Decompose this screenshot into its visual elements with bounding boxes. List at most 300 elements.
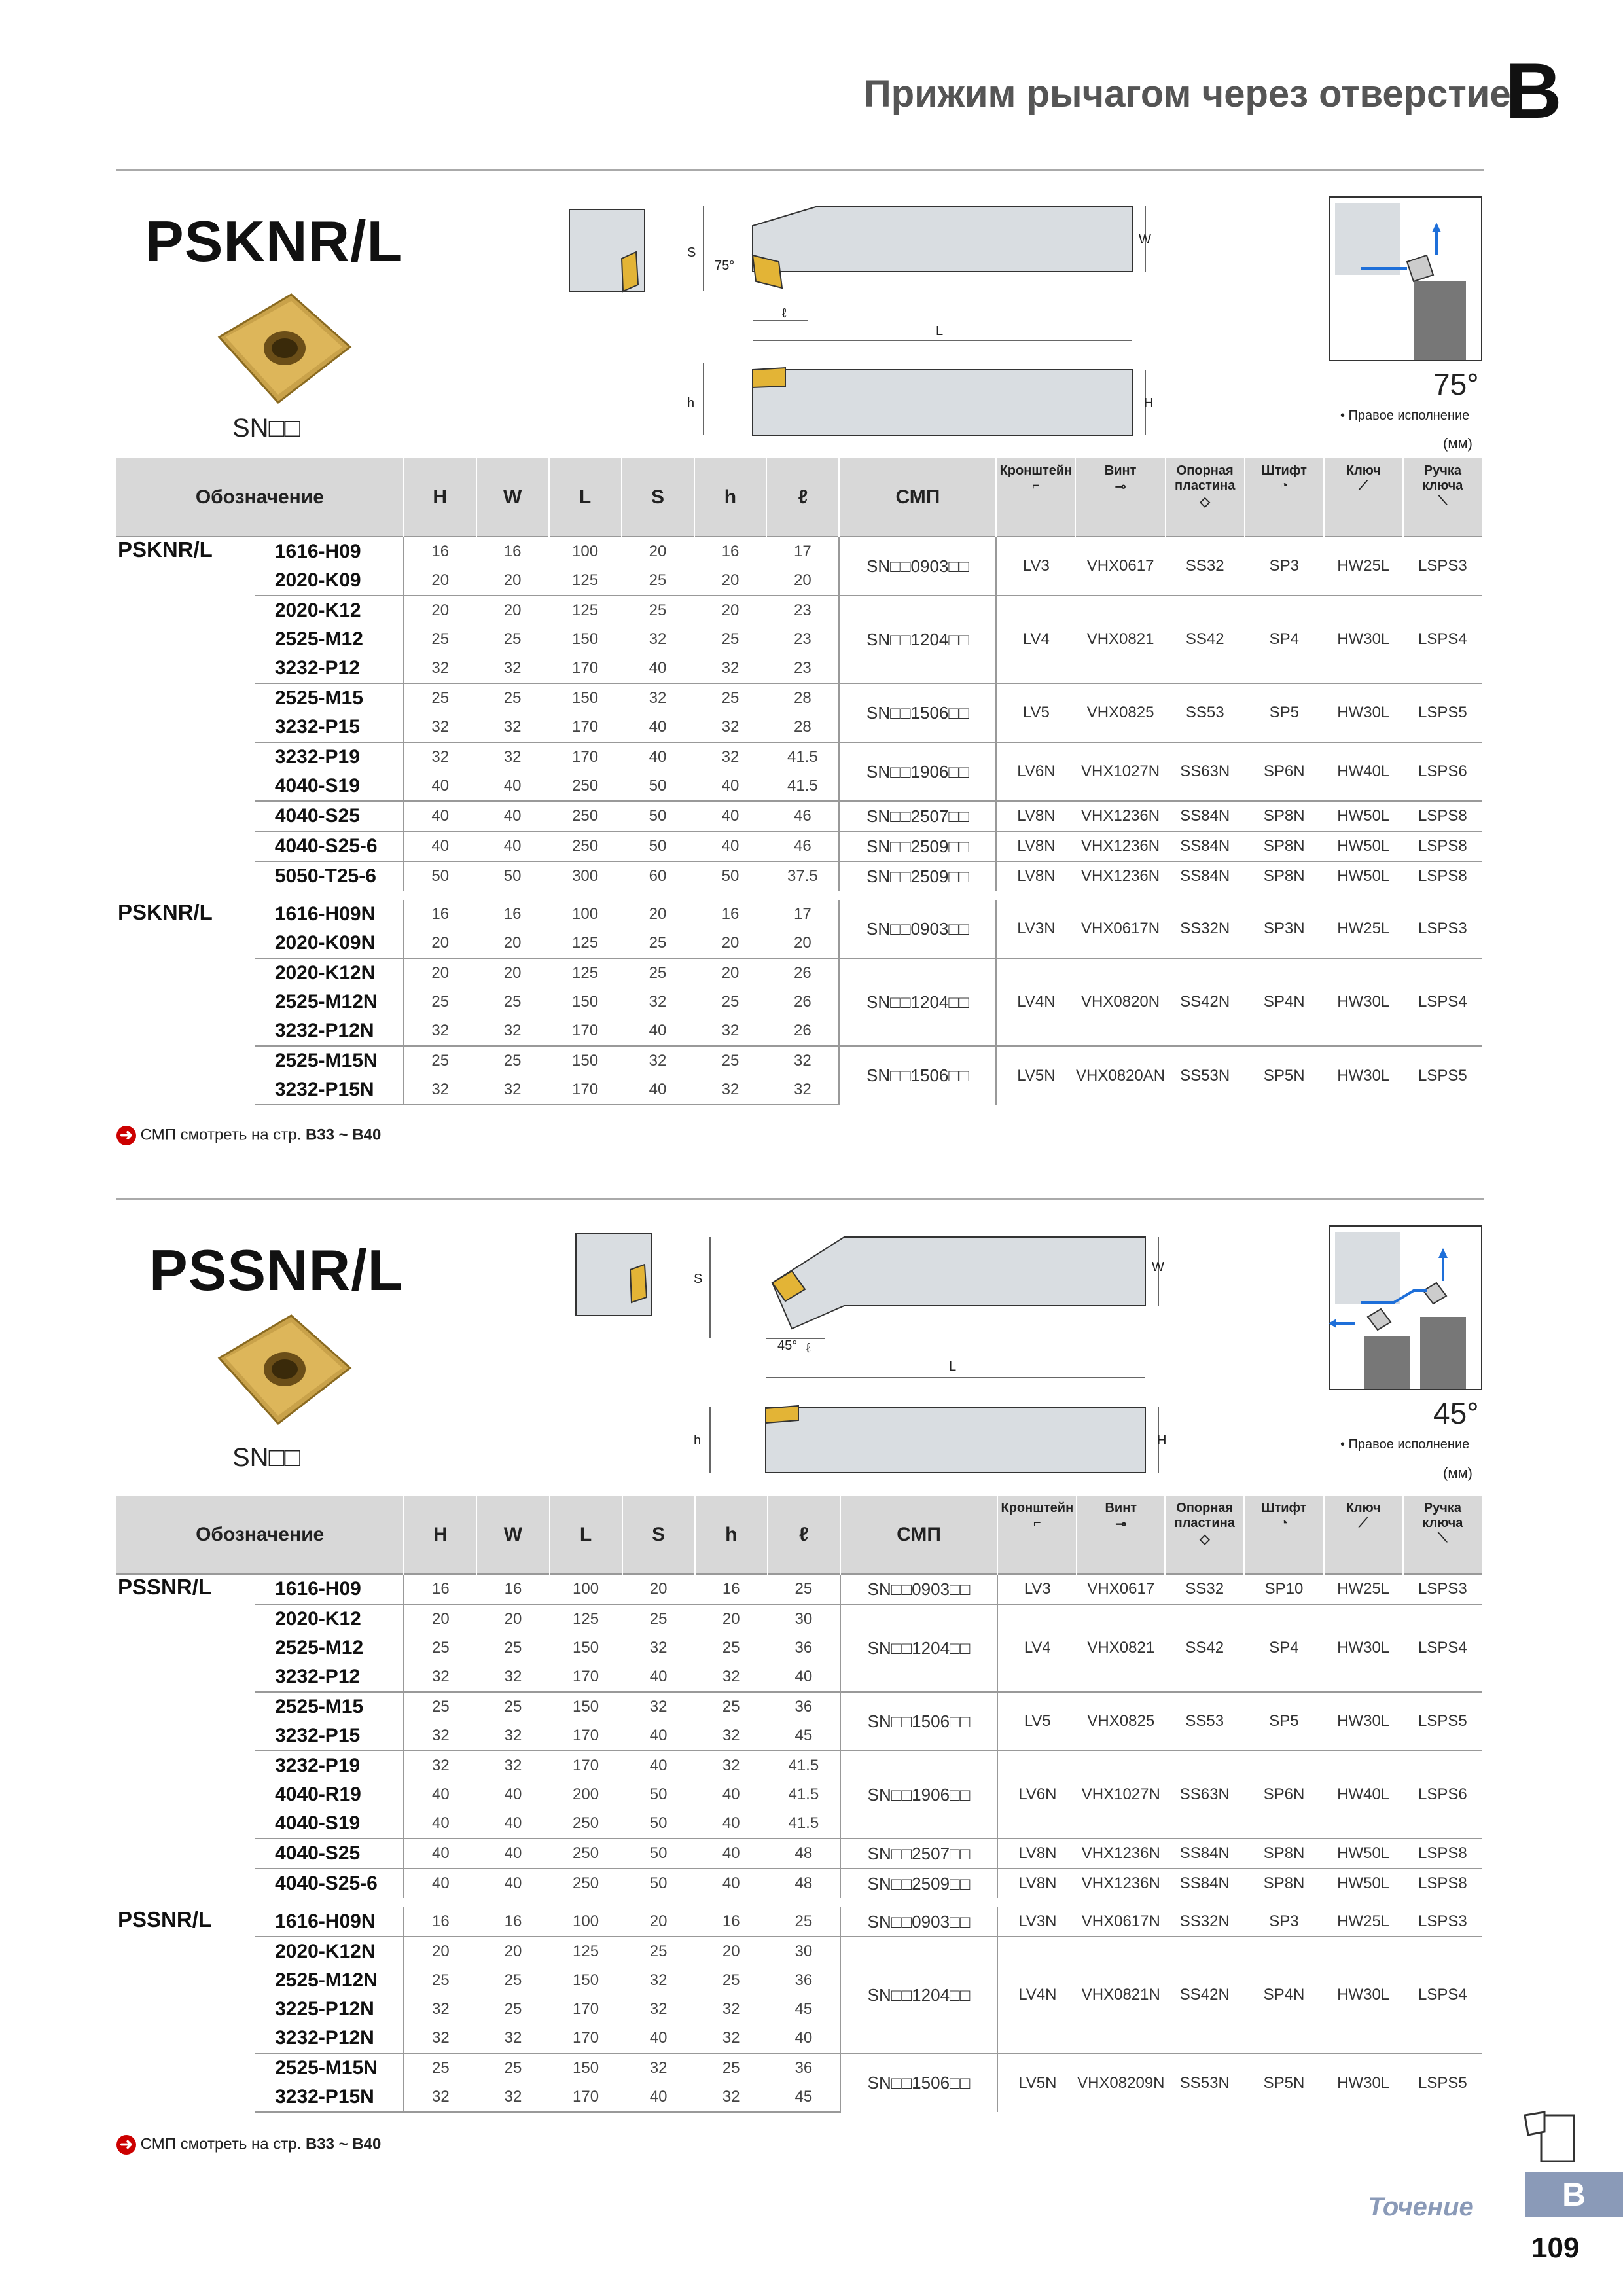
col-L: L xyxy=(549,458,622,537)
cell-h: 25 xyxy=(721,993,740,1011)
cell-h: 20 xyxy=(694,958,767,988)
cell-S: 32 xyxy=(622,1046,694,1075)
accessory-code: LV8N xyxy=(996,861,1075,895)
accessory-code: VHX1027N xyxy=(1077,1751,1165,1839)
col-key: Ключ ⟋ xyxy=(1324,1496,1403,1574)
cell-H: 32 xyxy=(404,1995,476,2024)
cell-h: 32 xyxy=(721,718,740,736)
cell-S: 32 xyxy=(649,993,667,1011)
insert-code: SN□□2509□□ xyxy=(840,1869,997,1903)
cell-H: 25 xyxy=(404,2053,476,2083)
plate-icon: ◇ xyxy=(1200,495,1210,509)
insert-code: SN□□2509□□ xyxy=(839,861,996,895)
accessory-code: VHX1027N xyxy=(1075,742,1165,801)
cell-L: 250 xyxy=(549,801,622,831)
cell-L: 250 xyxy=(549,831,622,861)
accessory-code: LSPS5 xyxy=(1403,683,1482,742)
cell-S: 40 xyxy=(649,2029,668,2047)
accessory-code: VHX0821 xyxy=(1077,1604,1165,1692)
accessory-code: SP4 xyxy=(1244,1604,1323,1692)
model-title: PSSNR/L xyxy=(149,1238,404,1302)
accessory-code: SS84N xyxy=(1165,1839,1244,1869)
accessory-code: VHX0820AN xyxy=(1075,1046,1165,1105)
designation-code: 2020-K12 xyxy=(255,596,404,625)
cell-h: 32 xyxy=(722,1727,740,1744)
model-title: PSKNR/L xyxy=(145,209,403,274)
table-row xyxy=(116,596,1482,625)
accessory-code: VHX1236N xyxy=(1077,1869,1165,1903)
accessory-code: LSPS4 xyxy=(1403,958,1482,1046)
designation-code: 3232-P19 xyxy=(255,742,404,772)
accessory-code: SS42N xyxy=(1166,958,1245,1046)
cell-W: 16 xyxy=(476,537,549,566)
cell-H: 20 xyxy=(404,566,476,596)
col-pin: Штифт ◔ xyxy=(1244,1496,1323,1574)
cell-W: 25 xyxy=(504,1639,522,1657)
accessory-code: LV4N xyxy=(996,958,1075,1046)
designation-code: 3232-P15 xyxy=(274,716,360,738)
cell-h: 16 xyxy=(695,1903,768,1937)
cell-H: 32 xyxy=(404,1016,476,1046)
col-S: S xyxy=(622,458,694,537)
cell-W: 20 xyxy=(503,571,522,589)
cell-L: 170 xyxy=(550,1751,622,1780)
accessory-code: SP8N xyxy=(1245,831,1324,861)
cell-l: 40 xyxy=(794,1668,813,1685)
cell-l: 48 xyxy=(768,1869,840,1903)
cell-H: 32 xyxy=(404,2083,476,2112)
cell-l: 32 xyxy=(766,1046,839,1075)
footnote-pages[interactable]: B33 ~ B40 xyxy=(305,2135,382,2153)
cell-h: 16 xyxy=(694,537,767,566)
accessory-code: SS32 xyxy=(1166,537,1245,596)
bracket-icon: ⌐ xyxy=(1033,1516,1041,1530)
designation-code: 3232-P19 xyxy=(255,1751,404,1780)
cell-H: 40 xyxy=(404,831,476,861)
dim-h: H xyxy=(1144,396,1154,410)
cell-l: 45 xyxy=(794,1727,813,1744)
accessory-code: LV4 xyxy=(996,596,1075,683)
accessory-code: SS53N xyxy=(1166,1046,1245,1105)
accessory-code: SP4N xyxy=(1244,1937,1323,2053)
cell-S: 50 xyxy=(622,831,694,861)
cell-S: 40 xyxy=(622,1751,695,1780)
designation-code: 4040-S19 xyxy=(275,1812,361,1834)
family-label: PSSNR/L xyxy=(116,1903,255,2112)
designation-code: 4040-S25 xyxy=(255,1839,404,1869)
accessory-code: LSPS8 xyxy=(1403,1839,1482,1869)
table-row xyxy=(116,1604,1482,1634)
cell-h: 20 xyxy=(695,1604,768,1634)
tool-drawing xyxy=(563,196,1178,445)
cell-L: 170 xyxy=(573,2000,599,2018)
cell-S: 50 xyxy=(649,777,667,795)
accessory-code: VHX0825 xyxy=(1077,1692,1165,1751)
accessory-code: LV5 xyxy=(997,1692,1077,1751)
designation-code: 1616-H09N xyxy=(255,1903,404,1937)
accessory-code: SP3 xyxy=(1245,537,1324,596)
designation-code: 2525-M15N xyxy=(255,2053,404,2083)
cell-S: 25 xyxy=(622,1937,695,1966)
table-row xyxy=(116,958,1482,988)
col-bracket: Кронштейн ⌐ xyxy=(996,458,1075,537)
cell-l: 41.5 xyxy=(768,1751,840,1780)
accessory-code: SS53 xyxy=(1165,1692,1244,1751)
cell-L: 100 xyxy=(549,895,622,929)
dim-l-small: ℓ xyxy=(806,1341,811,1355)
cell-L: 125 xyxy=(549,958,622,988)
accessory-code: LV6N xyxy=(997,1751,1077,1839)
accessory-code: VHX1236N xyxy=(1075,801,1165,831)
col-handle: Ручка ключа ⟍ xyxy=(1403,1496,1482,1574)
cell-L: 125 xyxy=(550,1604,622,1634)
cell-S: 40 xyxy=(649,659,667,677)
designation-code: 2020-K09 xyxy=(274,569,361,591)
cell-W: 20 xyxy=(503,934,522,952)
accessory-code: HW30L xyxy=(1324,958,1403,1046)
section-rule xyxy=(116,1198,1484,1200)
cell-L: 100 xyxy=(550,1903,622,1937)
cell-H: 40 xyxy=(404,1780,476,1809)
arrow-circle-icon: ➜ xyxy=(116,2135,136,2155)
accessory-code: HW50L xyxy=(1324,861,1403,895)
cell-W: 40 xyxy=(476,1869,549,1903)
cell-l: 36 xyxy=(794,1639,813,1657)
cell-l: 46 xyxy=(766,831,839,861)
accessory-code: VHX0617N xyxy=(1075,895,1165,958)
designation-code: 5050-T25-6 xyxy=(255,861,404,895)
col-H: H xyxy=(404,1496,476,1574)
cutting-scheme xyxy=(1329,1225,1482,1392)
cell-l: 48 xyxy=(768,1839,840,1869)
cell-L: 170 xyxy=(573,1668,599,1685)
accessory-code: VHX0617 xyxy=(1077,1574,1165,1604)
cell-L: 300 xyxy=(549,861,622,895)
insert-code: SN□□0903□□ xyxy=(839,895,996,958)
cell-l: 23 xyxy=(766,596,839,625)
cell-W: 25 xyxy=(504,1971,522,1989)
cell-W: 16 xyxy=(476,895,549,929)
spec-table-2 xyxy=(116,1496,1483,2113)
accessory-code: HW50L xyxy=(1324,801,1403,831)
cell-W: 40 xyxy=(476,801,549,831)
accessory-code: HW30L xyxy=(1324,1937,1403,2053)
cell-S: 32 xyxy=(649,2000,668,2018)
spec-table-body-2 xyxy=(116,1574,1482,2112)
designation-code: 3225-P12N xyxy=(275,1998,374,2020)
cell-W: 32 xyxy=(476,1075,549,1105)
cell-l: 26 xyxy=(794,993,812,1011)
cell-L: 200 xyxy=(573,1785,599,1803)
cell-S: 32 xyxy=(649,1639,668,1657)
accessory-code: VHX0617N xyxy=(1077,1903,1165,1937)
table-row xyxy=(116,1692,1482,1721)
accessory-code: LSPS8 xyxy=(1403,831,1482,861)
accessory-code: VHX0821N xyxy=(1077,1937,1165,2053)
cell-S: 40 xyxy=(622,1075,694,1105)
cell-h: 20 xyxy=(695,1937,768,1966)
cell-H: 20 xyxy=(404,929,476,958)
designation-code: 2020-K12N xyxy=(255,958,404,988)
accessory-code: SP5N xyxy=(1244,2053,1323,2112)
dim-l: L xyxy=(936,324,944,338)
cell-l: 17 xyxy=(766,895,839,929)
family-label: PSSNR/L xyxy=(116,1574,255,1903)
insert-code: SN□□1204□□ xyxy=(839,596,996,683)
accessory-code: VHX0617 xyxy=(1075,537,1165,596)
accessory-code: LV8N xyxy=(997,1839,1077,1869)
accessory-code: SP4 xyxy=(1245,596,1324,683)
cell-S: 50 xyxy=(622,801,694,831)
cell-l: 26 xyxy=(766,958,839,988)
cell-H: 20 xyxy=(404,958,476,988)
cell-S: 20 xyxy=(622,1903,695,1937)
cell-h: 32 xyxy=(721,659,740,677)
designation-code: 4040-S25 xyxy=(255,801,404,831)
cell-S: 40 xyxy=(649,1668,668,1685)
col-plate: Опорная пластина ◇ xyxy=(1166,458,1245,537)
designation-code: 3232-P12 xyxy=(274,657,360,679)
cell-W: 25 xyxy=(504,2000,522,2018)
cell-L: 150 xyxy=(550,2053,622,2083)
dim-angle: 45° xyxy=(777,1338,798,1353)
cell-H: 20 xyxy=(404,1604,476,1634)
designation-code: 2525-M15N xyxy=(255,1046,404,1075)
cell-H: 20 xyxy=(404,596,476,625)
cell-l: 23 xyxy=(794,630,812,648)
units-label: (мм) xyxy=(1443,435,1472,452)
cell-H: 40 xyxy=(404,1809,476,1839)
cell-W: 20 xyxy=(476,1604,549,1634)
insert-code: SN□□1506□□ xyxy=(839,1046,996,1105)
cell-L: 250 xyxy=(550,1839,622,1869)
cell-L: 150 xyxy=(572,993,599,1011)
table-row xyxy=(116,1046,1482,1075)
cell-H: 25 xyxy=(404,683,476,713)
cutting-scheme xyxy=(1329,196,1482,363)
accessory-code: LSPS8 xyxy=(1403,1869,1482,1903)
family-label: PSKNR/L xyxy=(116,895,255,1105)
cell-S: 40 xyxy=(649,1022,667,1039)
tool-drawing xyxy=(569,1224,1185,1479)
accessory-code: HW40L xyxy=(1324,742,1403,801)
cell-l: 41.5 xyxy=(788,1785,819,1803)
cell-L: 150 xyxy=(572,630,599,648)
key-handle-icon: ⟍ xyxy=(1438,493,1448,508)
col-smp: СМП xyxy=(840,1496,997,1574)
footnote-pages[interactable]: B33 ~ B40 xyxy=(305,1126,382,1144)
cell-h: 25 xyxy=(721,630,740,648)
accessory-code: SP5 xyxy=(1245,683,1324,742)
accessory-code: HW25L xyxy=(1324,1574,1403,1604)
accessory-code: SS63N xyxy=(1165,1751,1244,1839)
accessory-code: SP5N xyxy=(1245,1046,1324,1105)
cell-S: 32 xyxy=(622,1692,695,1721)
accessory-code: LSPS3 xyxy=(1403,1903,1482,1937)
dim-h-small: h xyxy=(694,1433,702,1448)
cell-h: 40 xyxy=(721,777,740,795)
cell-l: 40 xyxy=(794,2029,813,2047)
insert-code: SN□□2507□□ xyxy=(839,801,996,831)
accessory-code: LSPS8 xyxy=(1403,801,1482,831)
cell-S: 40 xyxy=(649,1727,668,1744)
table-row xyxy=(116,861,1482,895)
cell-H: 40 xyxy=(404,1839,476,1869)
accessory-code: LV5N xyxy=(996,1046,1075,1105)
accessory-code: SP8N xyxy=(1244,1839,1323,1869)
cell-l: 41.5 xyxy=(788,1814,819,1832)
cell-H: 32 xyxy=(404,1751,476,1780)
cell-L: 170 xyxy=(573,2029,599,2047)
cell-h: 40 xyxy=(695,1839,768,1869)
cell-h: 20 xyxy=(721,934,740,952)
arrow-circle-icon: ➜ xyxy=(116,1126,136,1145)
accessory-code: HW50L xyxy=(1324,1869,1403,1903)
cell-H: 25 xyxy=(404,1692,476,1721)
accessory-code: HW30L xyxy=(1324,683,1403,742)
cell-l: 41.5 xyxy=(787,777,818,795)
turning-tool-icon xyxy=(1515,2109,1594,2168)
cell-S: 20 xyxy=(622,895,694,929)
accessory-code: LV8N xyxy=(996,801,1075,831)
accessory-code: LV4 xyxy=(997,1604,1077,1692)
accessory-code: LV3N xyxy=(996,895,1075,958)
cell-H: 20 xyxy=(404,1937,476,1966)
insert-code: SN□□1204□□ xyxy=(840,1604,997,1692)
accessory-code: SP3N xyxy=(1245,895,1324,958)
cell-H: 25 xyxy=(404,988,476,1016)
accessory-code: LV6N xyxy=(996,742,1075,801)
accessory-code: SS53N xyxy=(1165,2053,1244,2112)
cell-l: 23 xyxy=(794,659,812,677)
insert-code: SN□□0903□□ xyxy=(840,1574,997,1604)
accessory-code: SP3 xyxy=(1244,1903,1323,1937)
cell-h: 16 xyxy=(694,895,767,929)
dim-l-small: ℓ xyxy=(782,306,787,321)
designation-code: 3232-P12N xyxy=(275,2027,374,2049)
accessory-code: SS32N xyxy=(1165,1903,1244,1937)
accessory-code: SP8N xyxy=(1245,861,1324,895)
accessory-code: LSPS4 xyxy=(1403,1937,1482,2053)
cell-l: 28 xyxy=(766,683,839,713)
cell-l: 37.5 xyxy=(766,861,839,895)
cell-l: 41.5 xyxy=(766,742,839,772)
designation-code: 3232-P12N xyxy=(274,1020,374,1041)
insert-code: SN□□1204□□ xyxy=(839,958,996,1046)
cell-L: 250 xyxy=(572,777,599,795)
cell-H: 40 xyxy=(404,801,476,831)
accessory-code: HW25L xyxy=(1324,895,1403,958)
cell-l: 25 xyxy=(768,1574,840,1604)
cell-H: 32 xyxy=(404,742,476,772)
cell-W: 25 xyxy=(503,630,522,648)
designation-code: 3232-P15N xyxy=(255,2083,404,2112)
col-W: W xyxy=(476,1496,549,1574)
accessory-code: SS32 xyxy=(1165,1574,1244,1604)
cell-l: 25 xyxy=(768,1903,840,1937)
cell-h: 50 xyxy=(694,861,767,895)
table-row xyxy=(116,2053,1482,2083)
cell-H: 50 xyxy=(404,861,476,895)
col-smp: СМП xyxy=(839,458,996,537)
screw-icon: ⊸ xyxy=(1115,480,1126,494)
cell-S: 50 xyxy=(622,1839,695,1869)
cell-h: 40 xyxy=(722,1785,740,1803)
cell-H: 40 xyxy=(404,1869,476,1903)
accessory-code: SP5 xyxy=(1244,1692,1323,1751)
cell-h: 40 xyxy=(694,801,767,831)
page-number: 109 xyxy=(1531,2232,1580,2264)
col-plate: Опорная пластина ◇ xyxy=(1165,1496,1244,1574)
cell-H: 16 xyxy=(404,537,476,566)
cell-l: 30 xyxy=(768,1604,840,1634)
accessory-code: VHX08209N xyxy=(1077,2053,1165,2112)
cell-L: 170 xyxy=(549,742,622,772)
cell-W: 25 xyxy=(476,2053,549,2083)
designation-code: 4040-S25-6 xyxy=(255,1869,404,1903)
footer-section-name: Точение xyxy=(1368,2193,1474,2221)
accessory-code: LSPS3 xyxy=(1403,895,1482,958)
accessory-code: HW40L xyxy=(1324,1751,1403,1839)
cell-h: 25 xyxy=(694,1046,767,1075)
accessory-code: LSPS6 xyxy=(1403,742,1482,801)
accessory-code: HW30L xyxy=(1324,596,1403,683)
cell-H: 16 xyxy=(404,895,476,929)
cell-h: 40 xyxy=(722,1814,740,1832)
insert-code: SN□□1906□□ xyxy=(840,1751,997,1839)
cell-L: 100 xyxy=(549,537,622,566)
designation-code: 1616-H09N xyxy=(255,895,404,929)
cell-l: 26 xyxy=(794,1022,812,1039)
cell-W: 40 xyxy=(503,777,522,795)
dim-w: W xyxy=(1139,232,1151,247)
cell-W: 32 xyxy=(476,742,549,772)
col-h: h xyxy=(695,1496,768,1574)
cell-l: 28 xyxy=(794,718,812,736)
accessory-code: LV4N xyxy=(997,1937,1077,2053)
cell-S: 25 xyxy=(649,571,667,589)
footer-section-tab[interactable]: B xyxy=(1525,2172,1623,2217)
units-label: (мм) xyxy=(1443,1465,1472,1481)
accessory-code: SP6N xyxy=(1244,1751,1323,1839)
accessory-code: SP8N xyxy=(1245,801,1324,831)
cell-l: 20 xyxy=(794,571,812,589)
dim-angle: 75° xyxy=(715,259,735,273)
table-row xyxy=(116,1839,1482,1869)
accessory-code: VHX0820N xyxy=(1075,958,1165,1046)
cell-h: 40 xyxy=(694,831,767,861)
cell-L: 150 xyxy=(550,1692,622,1721)
bracket-icon: ⌐ xyxy=(1032,478,1040,493)
cell-W: 20 xyxy=(476,596,549,625)
cell-h: 40 xyxy=(695,1869,768,1903)
cell-W: 40 xyxy=(504,1785,522,1803)
col-pin: Штифт ◔ xyxy=(1245,458,1324,537)
cell-h: 32 xyxy=(694,742,767,772)
cell-l: 36 xyxy=(768,1692,840,1721)
accessory-code: HW25L xyxy=(1324,537,1403,596)
hand-note: • Правое исполнение xyxy=(1340,1437,1470,1452)
cell-L: 150 xyxy=(549,1046,622,1075)
plate-icon: ◇ xyxy=(1200,1532,1210,1547)
cell-S: 60 xyxy=(622,861,694,895)
insert-code: SN□□2509□□ xyxy=(839,831,996,861)
accessory-code: LV3N xyxy=(997,1903,1077,1937)
table-row xyxy=(116,683,1482,713)
cell-S: 25 xyxy=(649,934,667,952)
accessory-code: VHX1236N xyxy=(1075,831,1165,861)
designation-code: 4040-S25-6 xyxy=(255,831,404,861)
